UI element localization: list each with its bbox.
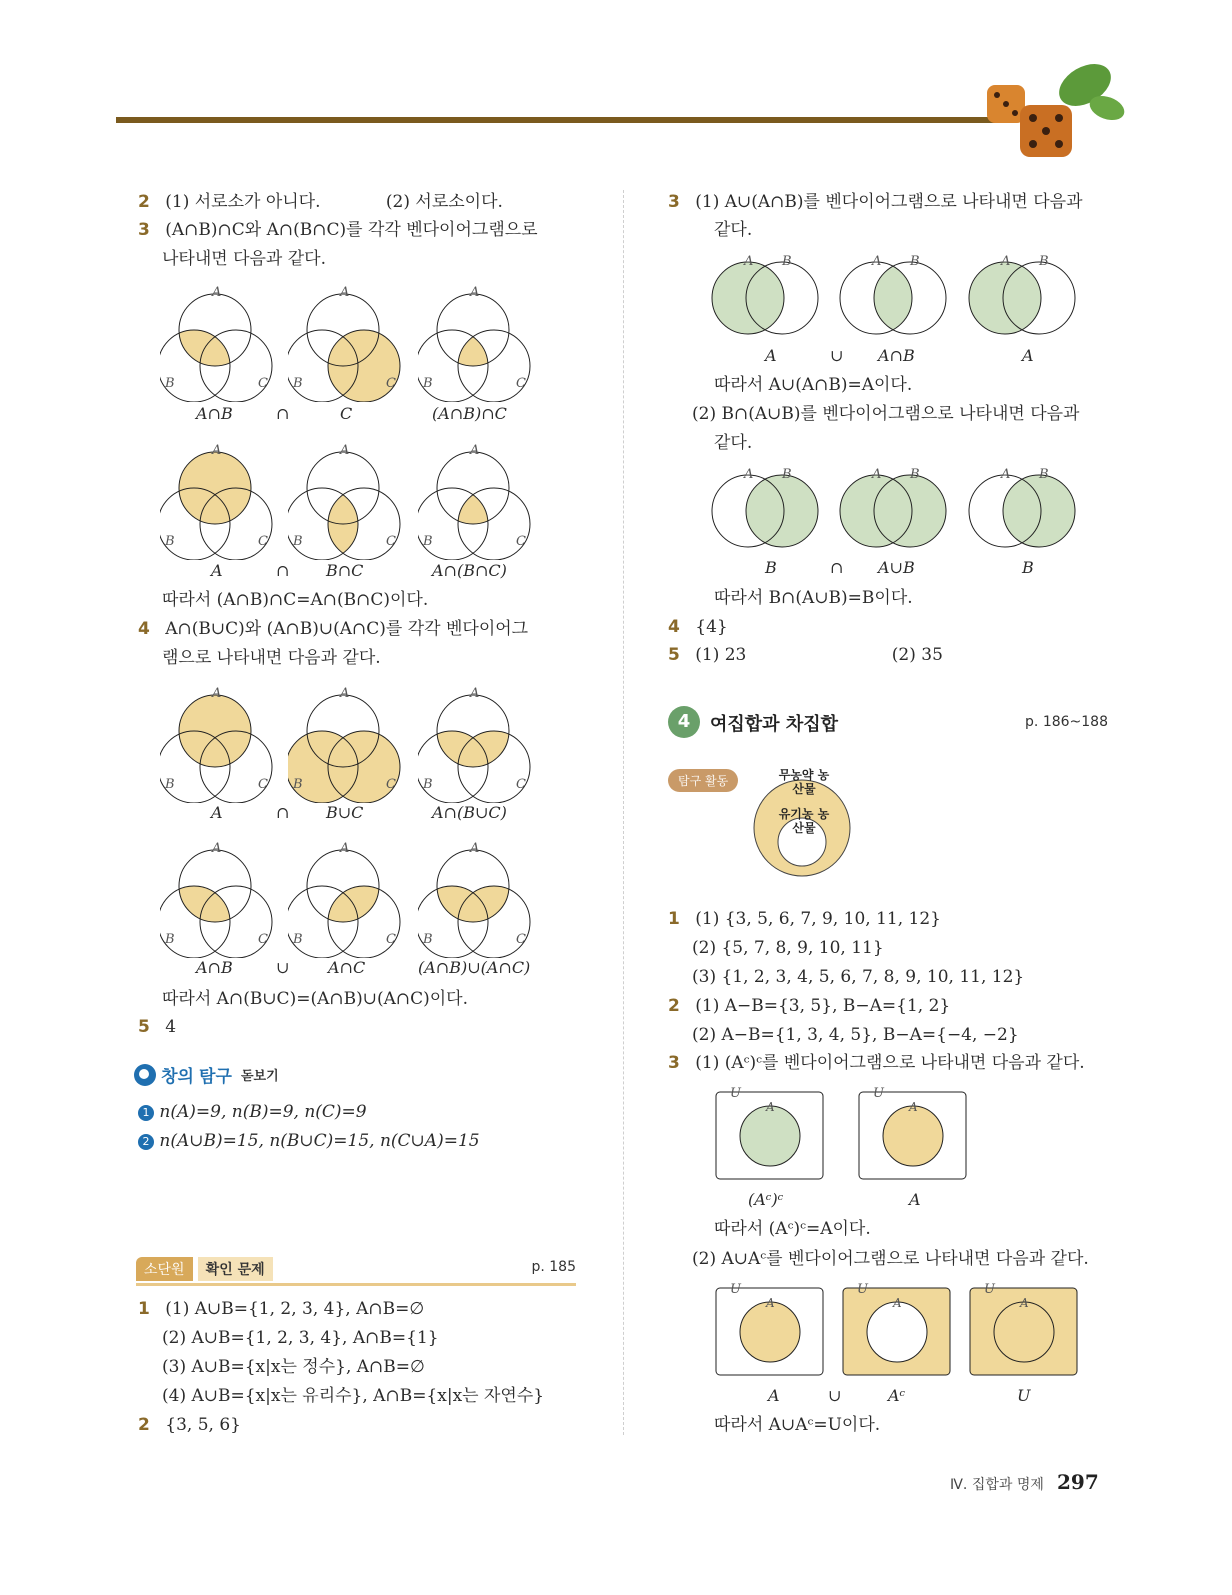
dice-decoration	[975, 50, 1140, 170]
caption: A	[768, 1386, 780, 1405]
svg-text:A: A	[872, 467, 882, 482]
ra2-number: 2	[668, 996, 680, 1016]
rq3-conclusion-1: 따라서 A∪(A∩B)=A이다.	[714, 375, 913, 395]
operator: ∪	[828, 1386, 842, 1405]
svg-text:A: A	[766, 1100, 775, 1114]
ra3-part2: (2) A∪Aᶜ를 벤다이어그램으로 나타내면 다음과 같다.	[692, 1249, 1089, 1269]
rq3-part2: (2) B∩(A∪B)를 벤다이어그램으로 나타내면 다음과	[692, 404, 1080, 424]
section-pages: p. 186~188	[1025, 714, 1108, 730]
caption: A	[765, 346, 777, 365]
operator: ∩	[830, 558, 844, 577]
svg-text:A: A	[744, 467, 754, 482]
rq3-conclusion-2: 따라서 B∩(A∪B)=B이다.	[714, 588, 913, 608]
svg-text:B: B	[293, 777, 303, 792]
ra1-number: 1	[668, 909, 680, 929]
ra1-line3: (3) {1, 2, 3, 4, 5, 6, 7, 8, 9, 10, 11, 12}	[692, 967, 1025, 987]
ra3-number: 3	[668, 1053, 680, 1073]
q4-text: A∩(B∪C)와 (A∩B)∪(A∩C)를 각각 벤다이어그	[165, 619, 529, 639]
venn-c	[288, 282, 403, 402]
q5-answer: 4	[165, 1017, 177, 1037]
svg-text:A: A	[893, 1296, 902, 1310]
q3-conclusion: 따라서 (A∩B)∩C=A∩(B∩C)이다.	[162, 590, 429, 610]
svg-text:C: C	[258, 932, 268, 947]
svg-text:A: A	[340, 841, 350, 856]
caption: B∩C	[326, 561, 364, 580]
q2-part2: (2) 서로소이다.	[385, 192, 503, 212]
svg-text:A: A	[212, 686, 222, 701]
svg-text:C: C	[386, 932, 396, 947]
rq5-part1: (1) 23	[695, 645, 747, 665]
q2-number: 2	[138, 192, 150, 212]
creative-title-2: 탐구	[199, 1067, 232, 1087]
review-header	[136, 1257, 576, 1286]
caption: A∩C	[328, 958, 366, 977]
venn-a-in-u	[857, 1083, 969, 1183]
venn-union-result	[418, 838, 533, 958]
svg-text:A: A	[470, 285, 480, 300]
rq3-number: 3	[668, 192, 680, 212]
svg-text:B: B	[165, 534, 175, 549]
review-q1-3: (3) A∪B={x|x는 정수}, A∩B=∅	[162, 1357, 425, 1377]
svg-text:U: U	[730, 1282, 741, 1297]
venn2-b-result	[967, 465, 1082, 550]
operator: ∪	[830, 346, 844, 365]
magnifier-icon	[134, 1064, 156, 1086]
creative-answer-2: n(A∪B)=15, n(B∪C)=15, n(C∪A)=15	[159, 1131, 480, 1151]
venn-b-cap-c	[288, 440, 403, 560]
svg-text:A: A	[470, 686, 480, 701]
svg-text:C: C	[258, 376, 268, 391]
review-q2-answer: {3, 5, 6}	[165, 1415, 241, 1435]
venn-a-cap-b	[160, 282, 275, 402]
svg-text:U: U	[873, 1086, 884, 1101]
svg-text:B: B	[423, 534, 433, 549]
svg-text:B: B	[910, 254, 920, 269]
svg-text:A: A	[1020, 1296, 1029, 1310]
venn2-a-cap-b	[838, 252, 953, 337]
svg-text:C: C	[258, 777, 268, 792]
q4-number: 4	[138, 619, 150, 639]
operator: ∩	[276, 803, 290, 822]
svg-text:B: B	[293, 932, 303, 947]
svg-text:A: A	[212, 443, 222, 458]
caption: A∩(B∪C)	[432, 803, 507, 822]
svg-text:B: B	[293, 376, 303, 391]
q2-part1: (1) 서로소가 아니다.	[165, 192, 321, 212]
caption: A∩B	[878, 346, 915, 365]
q5-number: 5	[138, 1017, 150, 1037]
caption: U	[1017, 1386, 1031, 1405]
ra1-line2: (2) {5, 7, 8, 9, 10, 11}	[692, 938, 884, 958]
venn2-a-cup-b	[838, 465, 953, 550]
svg-text:A: A	[212, 285, 222, 300]
svg-text:B: B	[1039, 467, 1049, 482]
venn-a-cap-b-q4	[160, 838, 275, 958]
svg-text:C: C	[516, 932, 526, 947]
svg-text:B: B	[293, 534, 303, 549]
caption: A	[211, 803, 223, 822]
venn-a-complement	[841, 1279, 953, 1379]
rq3-part1: (1) A∪(A∩B)를 벤다이어그램으로 나타내면 다음과	[695, 192, 1083, 212]
venn2-b	[710, 465, 825, 550]
svg-text:B: B	[165, 777, 175, 792]
svg-text:C: C	[386, 534, 396, 549]
svg-text:A: A	[744, 254, 754, 269]
svg-text:A: A	[909, 1100, 918, 1114]
caption: A∩(B∩C)	[432, 561, 507, 580]
svg-text:A: A	[340, 443, 350, 458]
svg-text:U: U	[730, 1086, 741, 1101]
caption: Aᶜ	[888, 1386, 906, 1405]
venn-a-only	[714, 1279, 826, 1379]
explore-tag: 탐구 활동	[668, 769, 738, 792]
caption: A∩B	[196, 958, 233, 977]
svg-text:C: C	[516, 534, 526, 549]
venn-b-cup-c	[288, 683, 403, 803]
venn-complement-of-complement	[714, 1083, 826, 1183]
svg-text:A: A	[1001, 467, 1011, 482]
review-q2-number: 2	[138, 1415, 150, 1435]
operator: ∩	[276, 561, 290, 580]
caption: A∩B	[196, 404, 233, 423]
rq5-number: 5	[668, 645, 680, 665]
svg-text:B: B	[782, 467, 792, 482]
svg-text:B: B	[165, 376, 175, 391]
header-bar	[116, 117, 996, 123]
svg-text:A: A	[470, 443, 480, 458]
venn-a-cap-c	[288, 838, 403, 958]
ra3-conclusion-2: 따라서 A∪Aᶜ=U이다.	[714, 1415, 881, 1435]
q3-text-cont: 나타내면 다음과 같다.	[162, 249, 327, 269]
svg-text:A: A	[1001, 254, 1011, 269]
svg-text:A: A	[766, 1296, 775, 1310]
number-2-icon: 2	[138, 1134, 154, 1150]
review-q1-1: (1) A∪B={1, 2, 3, 4}, A∩B=∅	[165, 1299, 425, 1319]
venn-a-cap-b-cap-c	[418, 282, 533, 402]
caption: (Aᶜ)ᶜ	[748, 1190, 784, 1209]
section-number: 4	[668, 706, 700, 738]
section-title: 여집합과 차집합	[710, 714, 838, 735]
review-title: 확인 문제	[198, 1257, 273, 1281]
venn-a-cap-b-cup-c	[418, 683, 533, 803]
svg-text:U: U	[857, 1282, 868, 1297]
ra2-line1: (1) A−B={3, 5}, B−A={1, 2}	[695, 996, 951, 1016]
rq5-part2: (2) 35	[891, 645, 943, 665]
svg-text:B: B	[1039, 254, 1049, 269]
rq3-part1-cont: 같다.	[714, 220, 753, 240]
svg-text:U: U	[984, 1282, 995, 1297]
q3-text: (A∩B)∩C와 A∩(B∩C)를 각각 벤다이어그램으로	[165, 220, 538, 240]
rq3-part2-cont: 같다.	[714, 433, 753, 453]
svg-text:A: A	[470, 841, 480, 856]
q4-text-cont: 램으로 나타내면 다음과 같다.	[162, 648, 381, 668]
review-q1-number: 1	[138, 1299, 150, 1319]
operator: ∪	[276, 958, 290, 977]
caption: C	[340, 404, 353, 423]
column-divider	[623, 190, 625, 1435]
review-q1-2: (2) A∪B={1, 2, 3, 4}, A∩B={1}	[162, 1328, 439, 1348]
explore-inner-label: 유기농 농산물	[778, 807, 830, 835]
svg-text:A: A	[212, 841, 222, 856]
svg-text:B: B	[423, 932, 433, 947]
venn2-a-result	[967, 252, 1082, 337]
caption: A	[909, 1190, 921, 1209]
svg-text:A: A	[340, 686, 350, 701]
caption: A	[211, 561, 223, 580]
q4-conclusion: 따라서 A∩(B∪C)=(A∩B)∪(A∩C)이다.	[162, 989, 469, 1009]
caption: A∪B	[878, 558, 915, 577]
caption: A	[1022, 346, 1034, 365]
caption: (A∩B)∩C	[432, 404, 507, 423]
svg-text:B: B	[423, 376, 433, 391]
footer-chapter: Ⅳ. 집합과 명제	[950, 1477, 1044, 1493]
svg-text:C: C	[516, 376, 526, 391]
svg-text:C: C	[386, 777, 396, 792]
number-1-icon: 1	[138, 1105, 154, 1121]
svg-text:B: B	[423, 777, 433, 792]
caption: B	[765, 558, 777, 577]
svg-text:C: C	[386, 376, 396, 391]
caption: B∪C	[326, 803, 364, 822]
svg-text:A: A	[872, 254, 882, 269]
review-tag: 소단원	[136, 1257, 193, 1281]
review-q1-4: (4) A∪B={x|x는 유리수}, A∩B={x|x는 자연수}	[162, 1386, 545, 1406]
svg-text:B: B	[910, 467, 920, 482]
operator: ∩	[276, 404, 290, 423]
rq4-answer: {4}	[695, 617, 728, 637]
venn-a	[160, 440, 275, 560]
venn2-a	[710, 252, 825, 337]
review-page: p. 185	[531, 1259, 576, 1275]
ra2-line2: (2) A−B={1, 3, 4, 5}, B−A={−4, −2}	[692, 1025, 1019, 1045]
svg-text:C: C	[516, 777, 526, 792]
caption: (A∩B)∪(A∩C)	[418, 958, 531, 977]
creative-title-1: 창의	[161, 1067, 194, 1087]
svg-text:B: B	[165, 932, 175, 947]
ra3-part1: (1) (Aᶜ)ᶜ를 벤다이어그램으로 나타내면 다음과 같다.	[695, 1053, 1085, 1073]
venn-universal	[968, 1279, 1080, 1379]
caption: B	[1022, 558, 1034, 577]
q3-number: 3	[138, 220, 150, 240]
ra1-line1: (1) {3, 5, 6, 7, 9, 10, 11, 12}	[695, 909, 941, 929]
creative-title-3: 돋보기	[241, 1069, 279, 1084]
rq4-number: 4	[668, 617, 680, 637]
svg-text:C: C	[258, 534, 268, 549]
creative-answer-1: n(A)=9, n(B)=9, n(C)=9	[159, 1102, 367, 1122]
page-number: 297	[1056, 1470, 1099, 1494]
venn-a-q4	[160, 683, 275, 803]
venn-a-cap-b-cap-c-2	[418, 440, 533, 560]
svg-text:A: A	[340, 285, 350, 300]
explore-outer-label: 무농약 농산물	[778, 768, 830, 796]
svg-text:B: B	[782, 254, 792, 269]
ra3-conclusion-1: 따라서 (Aᶜ)ᶜ=A이다.	[714, 1219, 871, 1239]
